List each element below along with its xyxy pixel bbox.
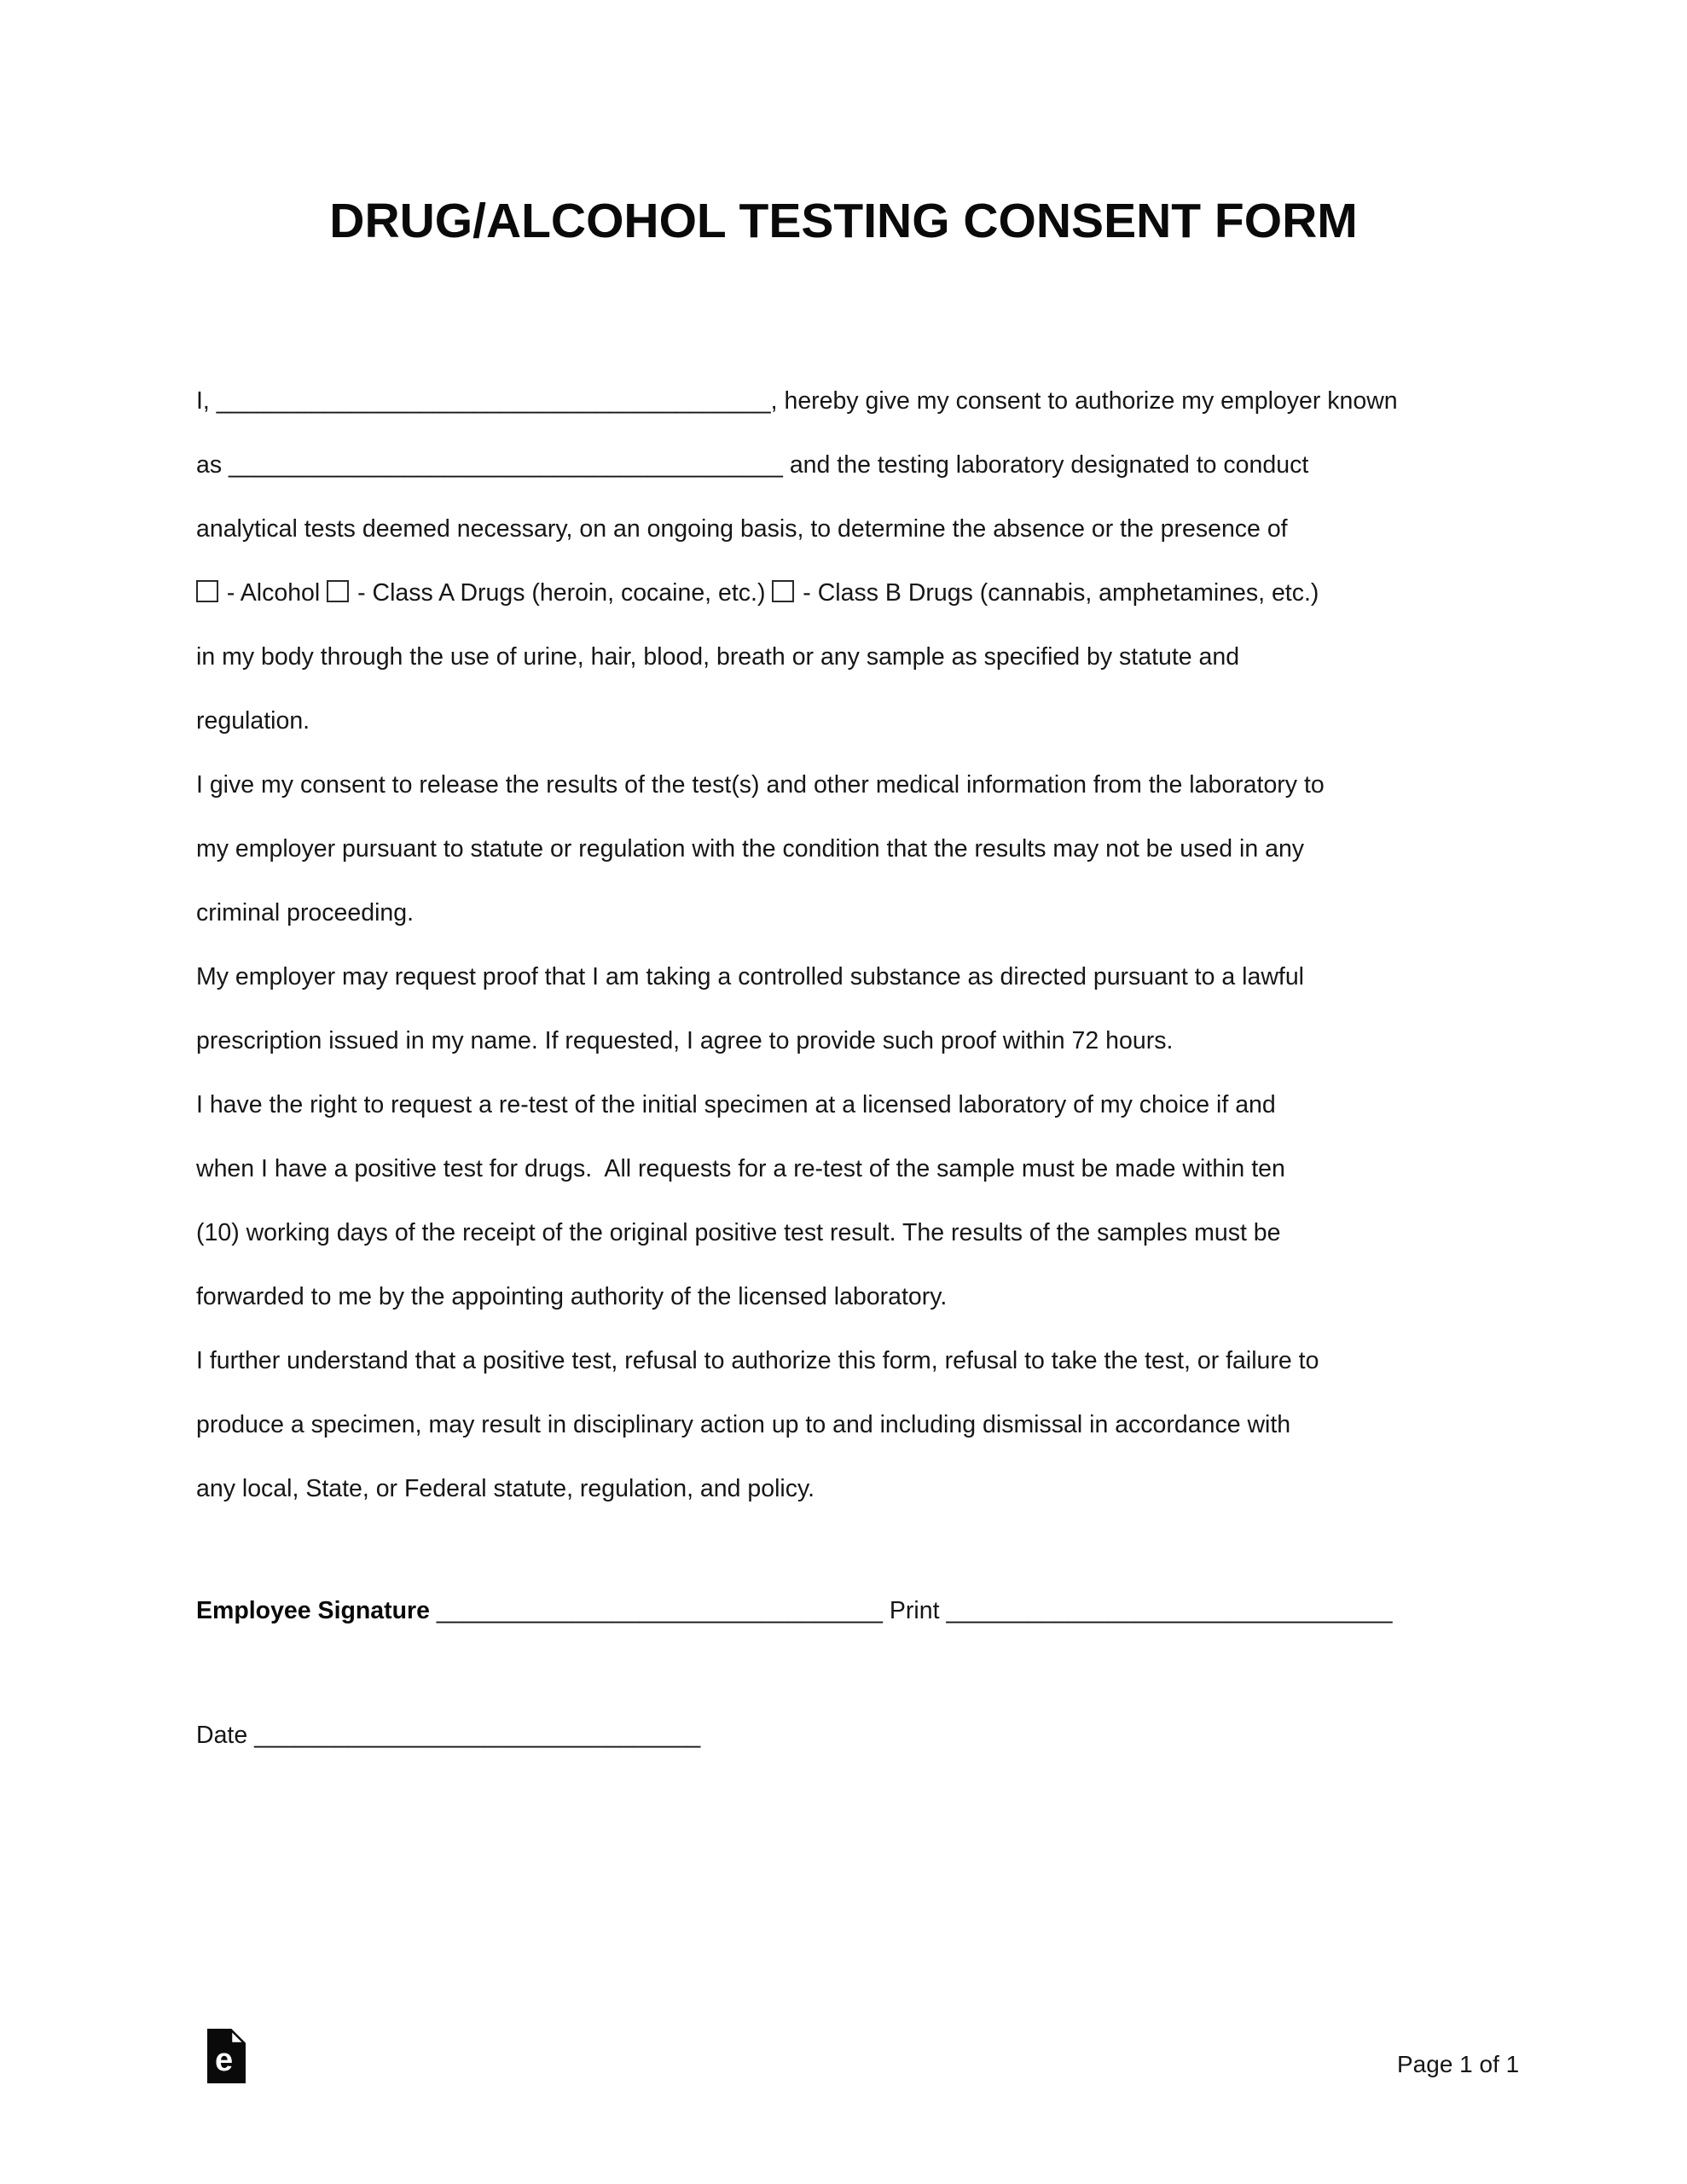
class-b-drugs-checkbox[interactable] (772, 580, 794, 602)
logo-folded-corner (231, 2030, 245, 2044)
body-line: I give my consent to release the results of the test(s) and other medical information from the laboratory to (196, 771, 1325, 799)
body-line: in my body through the use of urine, hair, blood, breath or any sample as specified by statute and (196, 643, 1240, 671)
body-line: (10) working days of the receipt of the original positive test result. The results of the samples must be (196, 1219, 1281, 1246)
intro-line-2-suffix: and the testing laboratory designated to conduct (789, 451, 1309, 479)
signature-row (196, 1597, 1393, 1625)
employee-signature-blank[interactable]: _________________________________ (436, 1597, 883, 1624)
class-a-drugs-checkbox[interactable] (327, 580, 349, 602)
intro-line-3: analytical tests deemed necessary, on an ongoing basis, to determine the absence or the presence of (196, 515, 1288, 543)
body-line: forwarded to me by the appointing authority of the licensed laboratory. (196, 1283, 948, 1310)
employee-signature-label: Employee Signature (196, 1597, 430, 1624)
class-b-drugs-checkbox-label: - Class B Drugs (cannabis, amphetamines, etc.) (803, 579, 1319, 607)
body-line: My employer may request proof that I am taking a controlled substance as directed pursuant to a lawful (196, 963, 1305, 990)
document-body (196, 369, 1535, 1521)
intro-line-2-prefix: as (196, 451, 223, 479)
body-line: criminal proceeding. (196, 899, 415, 926)
intro-line-1 (196, 369, 1535, 433)
body-line: prescription issued in my name. If requested, I agree to provide such proof within 72 hours. (196, 1027, 1174, 1054)
body-line: regulation. (196, 707, 310, 735)
print-name-blank[interactable]: _________________________________ (946, 1597, 1393, 1624)
employer-name-blank[interactable]: _________________________________________ (229, 451, 783, 479)
eforms-document-logo-icon (207, 2029, 246, 2083)
body-line: I further understand that a positive test, refusal to authorize this form, refusal to take the test, or failure to (196, 1347, 1319, 1374)
body-line: any local, State, or Federal statute, regulation, and policy. (196, 1475, 815, 1502)
body-line: when I have a positive test for drugs. All requests for a re-test of the sample must be made within ten (196, 1155, 1285, 1182)
logo-letter: e (215, 2042, 234, 2078)
employee-name-blank[interactable]: _________________________________________ (216, 387, 771, 415)
class-a-drugs-checkbox-label: - Class A Drugs (heroin, cocaine, etc.) (357, 579, 766, 607)
body-line: produce a specimen, may result in disciplinary action up to and including dismissal in accordance with (196, 1411, 1291, 1438)
date-label: Date (196, 1722, 248, 1749)
alcohol-checkbox[interactable] (196, 580, 218, 602)
intro-line-2 (196, 433, 1535, 497)
page-number: Page 1 of 1 (1397, 2051, 1520, 2077)
date-row (196, 1722, 700, 1750)
intro-line-1-suffix: , hereby give my consent to authorize my employer known (770, 387, 1398, 415)
alcohol-checkbox-label: - Alcohol (226, 579, 321, 607)
print-label: Print (889, 1597, 940, 1624)
intro-line-1-prefix: I, (196, 387, 210, 415)
substances-line (196, 561, 1535, 625)
body-line: my employer pursuant to statute or regulation with the condition that the results may not be used in any (196, 835, 1305, 863)
date-blank[interactable]: _________________________________ (254, 1722, 701, 1749)
document-title: DRUG/ALCOHOL TESTING CONSENT FORM (329, 194, 1358, 248)
body-line: I have the right to request a re-test of the initial specimen at a licensed laboratory of my choice if and (196, 1091, 1276, 1118)
